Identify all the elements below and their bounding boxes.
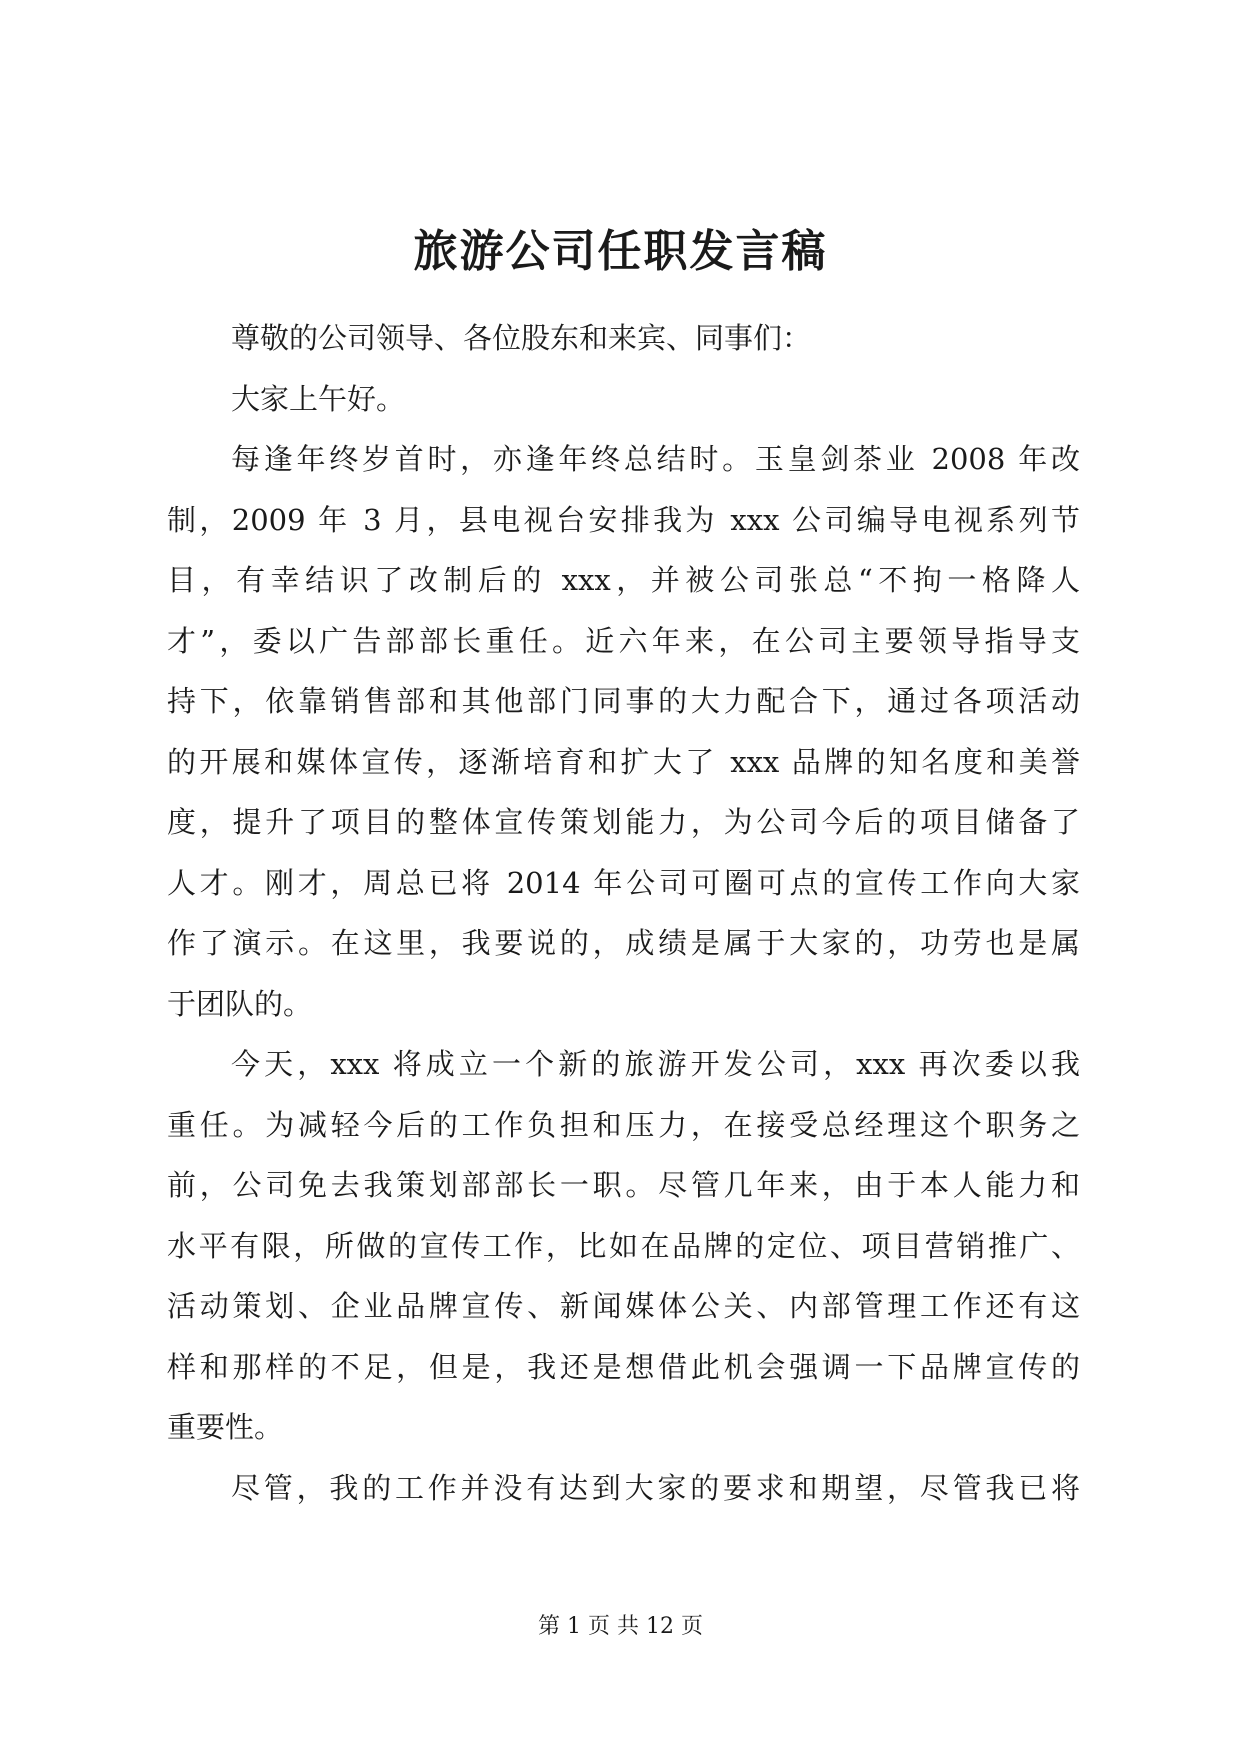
body-text-line: 尽管，我的工作并没有达到大家的要求和期望，尽管我已将 (231, 1470, 1080, 1505)
body-text-line: 尊敬的公司领导、各位股东和来宾、同事们： (231, 321, 812, 355)
body-text-line: 前，公司免去我策划部部长一职。尽管几年来，由于本人能力和 (167, 1168, 1080, 1202)
page-footer: 第 1 页 共 12 页 (538, 1614, 703, 1639)
body-text-line: 大家上午好。 (231, 381, 406, 416)
body-text-line: 才”，委以广告部部长重任。近六年来，在公司主要领导指导支 (167, 623, 1080, 658)
body-text-line: 度，提升了项目的整体宣传策划能力，为公司今后的项目储备了 (167, 805, 1080, 839)
document-title: 旅游公司任职发言稿 (413, 226, 828, 277)
body-text-line: 目，有幸结识了改制后的 xxx，并被公司张总“不拘一格降人 (167, 563, 1080, 597)
body-text-line: 作了演示。在这里，我要说的，成绩是属于大家的，功劳也是属 (167, 926, 1080, 960)
body-text-line: 于团队的。 (167, 986, 313, 1021)
body-text-line: 重要性。 (167, 1410, 284, 1444)
body-text-line: 活动策划、企业品牌宣传、新闻媒体公关、内部管理工作还有这 (167, 1289, 1080, 1323)
body-text-line: 每逢年终岁首时，亦逢年终总结时。玉皇剑茶业 2008 年改 (231, 442, 1080, 476)
body-text-line: 样和那样的不足，但是，我还是想借此机会强调一下品牌宣传的 (167, 1349, 1080, 1384)
body-text-line: 重任。为减轻今后的工作负担和压力，在接受总经理这个职务之 (167, 1107, 1080, 1142)
body-text-line: 持下，依靠销售部和其他部门同事的大力配合下，通过各项活动 (167, 684, 1080, 718)
body-text-line: 今天，xxx 将成立一个新的旅游开发公司，xxx 再次委以我 (231, 1047, 1080, 1081)
body-text-line: 水平有限，所做的宣传工作，比如在品牌的定位、项目营销推广、 (167, 1228, 1080, 1263)
body-text-line: 人才。刚才，周总已将 2014 年公司可圈可点的宣传工作向大家 (167, 865, 1080, 900)
body-text-line: 制，2009 年 3 月，县电视台安排我为 xxx 公司编导电视系列节 (167, 502, 1080, 537)
document-body (167, 308, 1080, 1518)
body-text-line: 的开展和媒体宣传，逐渐培育和扩大了 xxx 品牌的知名度和美誉 (167, 744, 1080, 779)
